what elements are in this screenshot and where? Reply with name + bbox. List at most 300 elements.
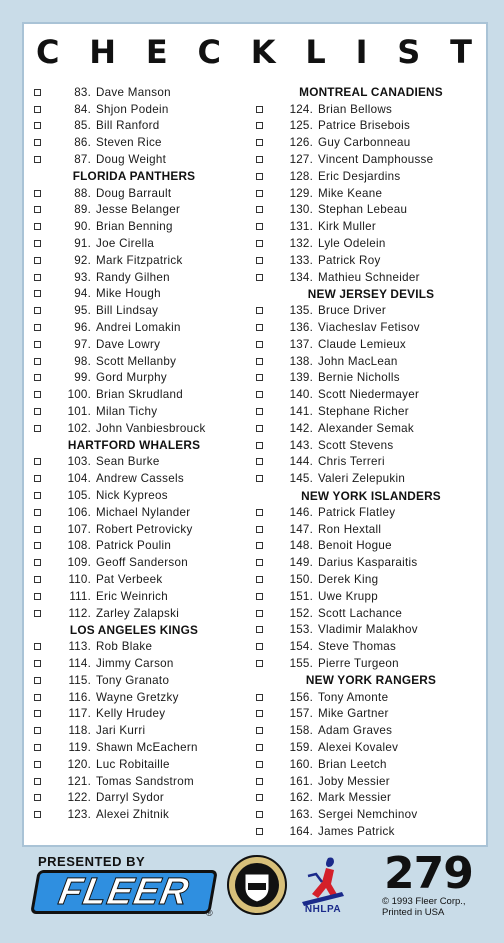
- checkbox-icon: [34, 89, 41, 96]
- checklist-item: [256, 789, 486, 806]
- checkbox-icon: [34, 761, 41, 768]
- card-number-label: 153.: [289, 623, 313, 637]
- checklist-left-column: [34, 84, 234, 823]
- card-number-label: 93.: [74, 270, 91, 284]
- checklist-item: [256, 756, 486, 773]
- checklist-right-column: [256, 84, 486, 840]
- checkbox-icon: [256, 156, 263, 163]
- checkbox-icon: [256, 223, 263, 230]
- player-name: Derek King: [318, 573, 379, 586]
- checklist-item: [256, 185, 486, 202]
- fleer-logo: [30, 870, 218, 914]
- title-letter: C: [197, 33, 221, 71]
- checkbox-icon: [256, 778, 263, 785]
- player-name: Scott Lachance: [318, 606, 403, 620]
- checklist-item: [34, 538, 234, 555]
- player-name: Scott Mellanby: [96, 354, 177, 368]
- card-number-label: 143.: [289, 438, 313, 452]
- player-name: John MacLean: [318, 354, 398, 368]
- card-number-label: 161.: [289, 774, 313, 788]
- card-number-label: 120.: [67, 757, 91, 771]
- checklist-item: [256, 319, 486, 336]
- card-number-label: 128.: [289, 169, 313, 183]
- card-number-label: 109.: [67, 556, 91, 570]
- player-name: Pat Verbeek: [96, 573, 163, 586]
- checkbox-icon: [34, 694, 41, 701]
- checkbox-icon: [34, 542, 41, 549]
- checklist-item: [34, 151, 234, 168]
- player-name: Patrice Brisebois: [318, 119, 411, 133]
- player-name: Brian Bellows: [318, 102, 393, 116]
- checklist-item: [256, 554, 486, 571]
- checklist-item: [256, 588, 486, 605]
- checkbox-icon: [256, 442, 263, 449]
- checklist-item: [34, 336, 234, 353]
- card-number-label: 94.: [74, 287, 91, 301]
- player-name: Adam Graves: [318, 724, 393, 738]
- checkbox-icon: [256, 391, 263, 398]
- team-header: MONTREAL CANADIENS: [299, 85, 443, 100]
- checkbox-icon: [256, 509, 263, 516]
- checkbox-icon: [34, 526, 41, 533]
- player-name: Dave Manson: [96, 85, 171, 99]
- card-number-label: 136.: [289, 321, 313, 335]
- checkbox-icon: [256, 307, 263, 314]
- player-name: Claude Lemieux: [318, 337, 406, 351]
- checkbox-icon: [34, 643, 41, 650]
- checklist-item: [256, 773, 486, 790]
- card-number-label: 97.: [74, 337, 91, 351]
- checklist-item: [256, 118, 486, 135]
- player-name: Lyle Odelein: [318, 237, 386, 251]
- player-name: Shawn McEachern: [96, 740, 198, 754]
- checklist-item: [34, 185, 234, 202]
- card-number-label: 98.: [74, 354, 91, 368]
- player-name: Doug Weight: [96, 153, 167, 167]
- card-number-label: 148.: [289, 539, 313, 553]
- checklist-item: [34, 353, 234, 370]
- card-number-label: 121.: [67, 774, 91, 788]
- player-name: Dave Lowry: [96, 337, 161, 351]
- card-number-label: 106.: [67, 505, 91, 519]
- checklist-item: [256, 218, 486, 235]
- player-name: Jimmy Carson: [96, 656, 174, 670]
- checklist-item: [34, 84, 234, 101]
- checklist-item: [34, 705, 234, 722]
- checkbox-icon: [34, 744, 41, 751]
- player-name: Randy Gilhen: [96, 270, 170, 284]
- player-name: Brian Leetch: [318, 757, 387, 771]
- card-footer: [0, 848, 504, 943]
- player-name: Pierre Turgeon: [318, 656, 399, 670]
- card-number-label: 91.: [74, 237, 91, 251]
- checklist-item: [34, 218, 234, 235]
- player-name: Bill Ranford: [96, 119, 160, 133]
- player-name: Kirk Muller: [318, 220, 377, 234]
- player-name: Mike Keane: [318, 186, 383, 200]
- checkbox-icon: [256, 425, 263, 432]
- checkbox-icon: [34, 190, 41, 197]
- checklist-item: [34, 521, 234, 538]
- nhlpa-label: NHLPA: [304, 904, 342, 915]
- presented-by-label: PRESENTED BY: [38, 854, 146, 869]
- checklist-item: [34, 504, 234, 521]
- checklist-item: [34, 286, 234, 303]
- checkbox-icon: [256, 358, 263, 365]
- player-name: Joe Cirella: [96, 237, 155, 251]
- player-name: Valeri Zelepukin: [318, 472, 406, 486]
- checklist-item: [34, 235, 234, 252]
- checkbox-icon: [34, 324, 41, 331]
- card-number-label: 147.: [289, 522, 313, 536]
- checkbox-icon: [256, 626, 263, 633]
- card-number-label: 151.: [289, 589, 313, 603]
- player-name: Mark Fitzpatrick: [96, 253, 183, 267]
- checklist-item: [256, 605, 486, 622]
- card-number-label: 83.: [74, 85, 91, 99]
- checkbox-icon: [256, 744, 263, 751]
- player-name: Tony Amonte: [318, 690, 389, 704]
- checkbox-icon: [34, 458, 41, 465]
- card-number-label: 154.: [289, 640, 313, 654]
- team-header: NEW YORK RANGERS: [305, 673, 437, 688]
- player-name: Patrick Flatley: [318, 505, 396, 519]
- checkbox-icon: [34, 307, 41, 314]
- copyright-line: Printed in USA: [382, 907, 445, 918]
- team-header: FLORIDA PANTHERS: [72, 169, 196, 184]
- checkbox-icon: [34, 677, 41, 684]
- player-name: Geoff Sanderson: [96, 556, 188, 570]
- team-header: HARTFORD WHALERS: [67, 438, 201, 453]
- title-letter: E: [145, 33, 168, 71]
- player-name: Bernie Nicholls: [318, 371, 400, 385]
- card-number-label: 85.: [74, 119, 91, 133]
- player-name: Vincent Damphousse: [318, 153, 434, 167]
- card-number-label: 100.: [67, 388, 91, 402]
- checklist-item: [34, 252, 234, 269]
- checklist-item: [34, 689, 234, 706]
- card-number-label: 114.: [68, 656, 91, 670]
- card-number-label: 144.: [289, 455, 313, 469]
- checklist-item: [34, 588, 234, 605]
- checkbox-icon: [34, 794, 41, 801]
- checklist-item: [256, 202, 486, 219]
- checklist-item: [34, 571, 234, 588]
- checklist-item: [34, 386, 234, 403]
- player-name: Joby Messier: [318, 774, 390, 788]
- title-letter: L: [305, 33, 326, 71]
- player-name: Eric Weinrich: [96, 589, 168, 603]
- checkbox-icon: [34, 576, 41, 583]
- checklist-item: [256, 655, 486, 672]
- checkbox-icon: [34, 408, 41, 415]
- checkbox-icon: [256, 576, 263, 583]
- checklist-item: [256, 437, 486, 454]
- card-number-label: 157.: [289, 707, 313, 721]
- card-number-label: 115.: [68, 673, 91, 687]
- checkbox-icon: [34, 391, 41, 398]
- checklist-item: [256, 370, 486, 387]
- checklist-item: [256, 722, 486, 739]
- card-number-label: 87.: [74, 153, 91, 167]
- nhl-shield-icon: [226, 854, 288, 916]
- card-number-label: 132.: [289, 237, 313, 251]
- checkbox-icon: [256, 610, 263, 617]
- checklist-item: [256, 269, 486, 286]
- checkbox-icon: [256, 761, 263, 768]
- player-name: Mathieu Schneider: [318, 270, 420, 284]
- checkbox-icon: [256, 274, 263, 281]
- player-name: Zarley Zalapski: [96, 606, 180, 620]
- checkbox-icon: [256, 828, 263, 835]
- card-number-label: 159.: [289, 740, 313, 754]
- card-number-label: 138.: [289, 354, 313, 368]
- checkbox-icon: [34, 223, 41, 230]
- card-number-label: 112.: [68, 606, 91, 620]
- card-number-label: 122.: [67, 791, 91, 805]
- player-name: John Vanbiesbrouck: [96, 421, 206, 435]
- player-name: Benoit Hogue: [318, 539, 392, 553]
- player-name: James Patrick: [318, 824, 395, 838]
- card-number-label: 162.: [289, 791, 313, 805]
- copyright-line: © 1993 Fleer Corp.,: [382, 896, 466, 907]
- card-number-label: 150.: [289, 573, 313, 586]
- fleer-logo-text: FLEER: [55, 870, 193, 913]
- checkbox-icon: [256, 694, 263, 701]
- checklist-item: [256, 302, 486, 319]
- checkbox-icon: [256, 727, 263, 734]
- checklist-item: [256, 521, 486, 538]
- checkbox-icon: [256, 257, 263, 264]
- card-number: 279: [384, 848, 473, 899]
- checkbox-icon: [34, 156, 41, 163]
- checklist-item: [34, 319, 234, 336]
- card-number-label: 84.: [74, 102, 91, 116]
- checklist-item: [34, 470, 234, 487]
- checkbox-icon: [34, 257, 41, 264]
- checklist-item: [256, 235, 486, 252]
- card-number-label: 123.: [67, 808, 91, 822]
- checklist-item: [34, 118, 234, 135]
- checklist-item: [256, 168, 486, 185]
- card-number-label: 90.: [74, 220, 91, 234]
- checklist-item: [256, 705, 486, 722]
- player-name: Stephane Richer: [318, 405, 409, 419]
- checkbox-icon: [256, 173, 263, 180]
- checkbox-icon: [256, 811, 263, 818]
- player-name: Milan Tichy: [96, 405, 158, 419]
- card-number-label: 133.: [289, 253, 313, 267]
- checkbox-icon: [256, 475, 263, 482]
- player-name: Brian Benning: [96, 220, 173, 234]
- checkbox-icon: [256, 206, 263, 213]
- card-number-label: 96.: [74, 321, 91, 335]
- player-name: Mike Hough: [96, 287, 161, 301]
- card-number-label: 134.: [289, 270, 313, 284]
- player-name: Alexei Zhitnik: [96, 808, 170, 822]
- checkbox-icon: [34, 106, 41, 113]
- checkbox-icon: [256, 710, 263, 717]
- checkbox-icon: [34, 475, 41, 482]
- card-number-label: 163.: [289, 808, 313, 822]
- checklist-item: [256, 470, 486, 487]
- card-number-label: 89.: [74, 203, 91, 217]
- player-name: Chris Terreri: [318, 455, 385, 469]
- checkbox-icon: [34, 610, 41, 617]
- checklist-item: [34, 806, 234, 823]
- player-name: Patrick Roy: [318, 253, 381, 267]
- player-name: Patrick Poulin: [96, 539, 172, 553]
- checklist-item: [256, 538, 486, 555]
- player-name: Alexei Kovalev: [318, 740, 399, 754]
- checkbox-icon: [34, 122, 41, 129]
- checklist-item: [256, 454, 486, 471]
- card-number-label: 135.: [289, 304, 313, 318]
- title-letter: H: [89, 33, 117, 71]
- title-letter: T: [450, 33, 472, 71]
- checklist-item: [34, 773, 234, 790]
- checklist-item: [34, 739, 234, 756]
- checklist-item: [34, 554, 234, 571]
- checkbox-icon: [256, 240, 263, 247]
- checklist-item: [34, 756, 234, 773]
- player-name: Nick Kypreos: [96, 489, 168, 503]
- checkbox-icon: [256, 794, 263, 801]
- checkbox-icon: [34, 358, 41, 365]
- card-number-label: 146.: [289, 505, 313, 519]
- checkbox-icon: [34, 593, 41, 600]
- card-number-label: 129.: [289, 186, 313, 200]
- checklist-item: [34, 134, 234, 151]
- checklist-item: [34, 672, 234, 689]
- player-name: Shjon Podein: [96, 102, 169, 116]
- card-number-label: 119.: [68, 740, 91, 754]
- card-number-label: 155.: [289, 656, 313, 670]
- card-number-label: 141.: [289, 405, 313, 419]
- checkbox-icon: [34, 139, 41, 146]
- card-number-label: 113.: [68, 640, 91, 654]
- card-number-label: 117.: [68, 707, 91, 721]
- card-number-label: 126.: [289, 136, 313, 150]
- card-number-label: 99.: [74, 371, 91, 385]
- checklist-item: [34, 302, 234, 319]
- checklist-item: [256, 403, 486, 420]
- player-name: Jari Kurri: [96, 724, 146, 738]
- player-name: Vladimir Malakhov: [318, 623, 418, 637]
- checkbox-icon: [34, 240, 41, 247]
- checkbox-icon: [256, 122, 263, 129]
- checkbox-icon: [34, 710, 41, 717]
- checkbox-icon: [256, 324, 263, 331]
- checklist-item: [34, 454, 234, 471]
- checklist-item: [34, 655, 234, 672]
- registered-mark: ®: [206, 908, 213, 918]
- checklist-item: [256, 386, 486, 403]
- checklist-item: [256, 420, 486, 437]
- checkbox-icon: [34, 811, 41, 818]
- team-header: NEW JERSEY DEVILS: [307, 286, 435, 301]
- checklist-item: [34, 269, 234, 286]
- checkbox-icon: [34, 559, 41, 566]
- card-number-label: 86.: [74, 136, 91, 150]
- card-number-label: 160.: [289, 757, 313, 771]
- checklist-item: [256, 571, 486, 588]
- checklist-item: [256, 504, 486, 521]
- card-number-label: 105.: [67, 489, 91, 503]
- card-number-label: 116.: [68, 690, 91, 704]
- checklist-item: [34, 101, 234, 118]
- checkbox-icon: [256, 190, 263, 197]
- player-name: Kelly Hrudey: [96, 707, 166, 721]
- card-number-label: 104.: [67, 472, 91, 486]
- checklist-title: [24, 32, 486, 72]
- player-name: Mike Gartner: [318, 707, 389, 721]
- player-name: Jesse Belanger: [96, 203, 181, 217]
- player-name: Sergei Nemchinov: [318, 808, 418, 822]
- checkbox-icon: [256, 660, 263, 667]
- card-number-label: 164.: [289, 824, 313, 838]
- card-number-label: 88.: [74, 186, 91, 200]
- checkbox-icon: [34, 492, 41, 499]
- team-header: LOS ANGELES KINGS: [69, 622, 199, 637]
- checklist-item: [34, 202, 234, 219]
- checklist-item: [256, 151, 486, 168]
- card-number-label: 140.: [289, 388, 313, 402]
- checkbox-icon: [34, 274, 41, 281]
- card-number-label: 110.: [68, 573, 91, 586]
- copyright: [382, 896, 492, 918]
- checklist-item: [256, 353, 486, 370]
- player-name: Tomas Sandstrom: [96, 774, 194, 788]
- player-name: Robert Petrovicky: [96, 522, 193, 536]
- card-number-label: 127.: [289, 153, 313, 167]
- checkbox-icon: [256, 559, 263, 566]
- checklist-item: [34, 420, 234, 437]
- checkbox-icon: [34, 660, 41, 667]
- checkbox-icon: [256, 374, 263, 381]
- checklist-item: [256, 622, 486, 639]
- card-number-label: 145.: [289, 472, 313, 486]
- card-number-label: 95.: [74, 304, 91, 318]
- checklist-item: [34, 722, 234, 739]
- card-number-label: 125.: [289, 119, 313, 133]
- checklist-item: [256, 689, 486, 706]
- player-name: Brian Skrudland: [96, 388, 183, 402]
- card-number-label: 131.: [289, 220, 313, 234]
- checklist-item: [256, 101, 486, 118]
- player-name: Wayne Gretzky: [96, 690, 179, 704]
- checklist-item: [256, 252, 486, 269]
- player-name: Gord Murphy: [96, 371, 167, 385]
- checkbox-icon: [34, 206, 41, 213]
- checkbox-icon: [256, 458, 263, 465]
- player-name: Viacheslav Fetisov: [318, 321, 420, 335]
- card-number-label: 142.: [289, 421, 313, 435]
- player-name: Luc Robitaille: [96, 757, 170, 771]
- checklist-item: [34, 789, 234, 806]
- player-name: Ron Hextall: [318, 522, 382, 536]
- team-header: NEW YORK ISLANDERS: [301, 488, 441, 503]
- player-name: Doug Barrault: [96, 186, 172, 200]
- card-number-label: 137.: [289, 337, 313, 351]
- player-name: Andrew Cassels: [96, 472, 184, 486]
- player-name: Guy Carbonneau: [318, 136, 411, 150]
- card-number-label: 101.: [67, 405, 91, 419]
- card-number-label: 118.: [68, 724, 91, 738]
- checkbox-icon: [256, 341, 263, 348]
- player-name: Steve Thomas: [318, 640, 397, 654]
- checkbox-icon: [256, 526, 263, 533]
